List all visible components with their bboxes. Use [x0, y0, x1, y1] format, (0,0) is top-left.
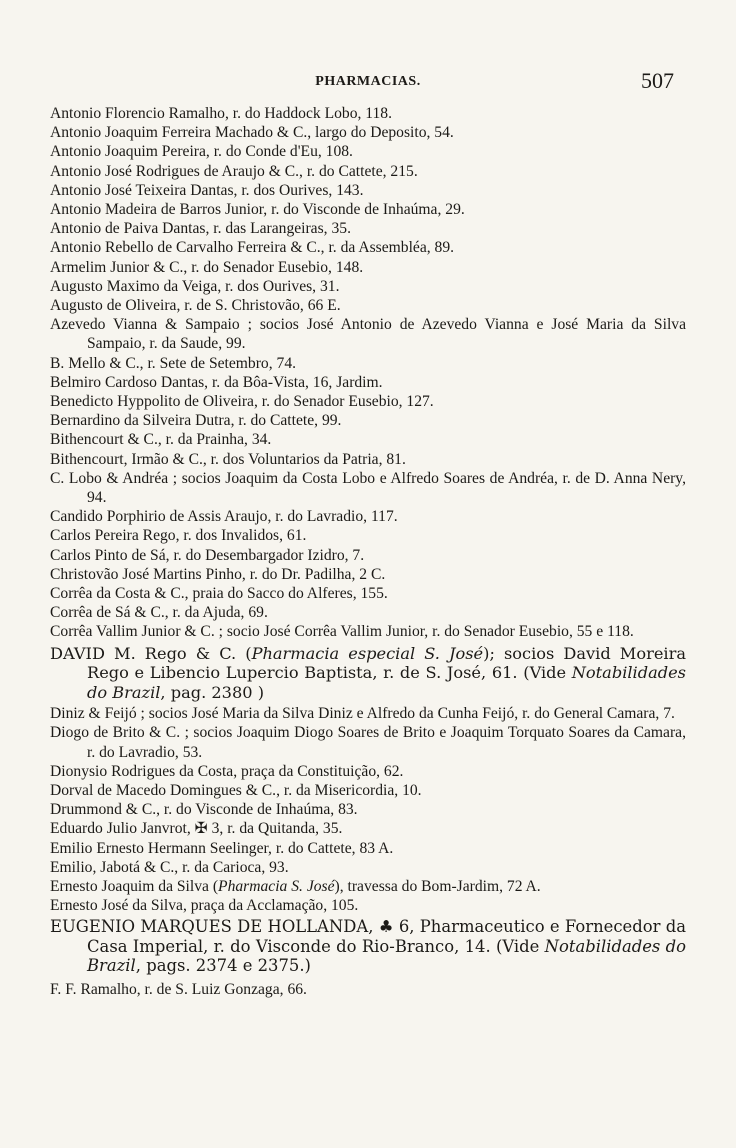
list-item: B. Mello & C., r. Sete de Setembro, 74. [50, 354, 297, 372]
entry-italic-text: Notabilidades do Brazil [87, 663, 686, 702]
page-number: 507 [641, 68, 674, 93]
entry-text: Ernesto Joaquim da Silva ( [50, 878, 219, 896]
list-item: Diniz & Feijó ; socios José Maria da Silva Diniz e Alfredo da Cunha Feijó, r. do General Camara, 7. [50, 705, 675, 723]
list-item: Carlos Pereira Rego, r. dos Invalidos, 61. [50, 527, 307, 545]
list-item: Bithencourt, Irmão & C., r. dos Voluntarios da Patria, 81. [50, 450, 406, 468]
list-item: Antonio Joaquim Ferreira Machado & C., largo do Deposito, 54. [50, 124, 454, 142]
pharmacy-list [50, 104, 686, 999]
list-item: Benedicto Hyppolito de Oliveira, r. do Senador Eusebio, 127. [50, 393, 434, 411]
list-item: Emilio, Jabotá & C., r. da Carioca, 93. [50, 858, 289, 876]
list-item: Antonio de Paiva Dantas, r. das Larangeiras, 35. [50, 220, 351, 238]
list-item: Antonio Joaquim Pereira, r. do Conde d'Eu, 108. [50, 143, 353, 161]
entry-italic-text: Notabilidades do Brazil [87, 936, 686, 976]
list-item: Augusto Maximo da Veiga, r. dos Ourives, 31. [50, 277, 340, 295]
entry-text: , pag. 2380 ) [160, 682, 265, 702]
list-item: Bithencourt & C., r. da Prainha, 34. [50, 431, 272, 449]
list-item: Belmiro Cardoso Dantas, r. da Bôa-Vista, 16, Jardim. [50, 373, 383, 391]
list-item: Bernardino da Silveira Dutra, r. do Cattete, 99. [50, 412, 342, 430]
list-item: Emilio Ernesto Hermann Seelinger, r. do Cattete, 83 A. [50, 839, 394, 857]
list-item: Antonio José Rodrigues de Araujo & C., r. do Cattete, 215. [50, 162, 418, 180]
entry-text: ), travessa do Bom-Jardim, 72 A. [334, 878, 541, 896]
list-item: F. F. Ramalho, r. de S. Luiz Gonzaga, 66. [50, 980, 307, 998]
list-item: Dorval de Macedo Domingues & C., r. da Misericordia, 10. [50, 782, 422, 799]
entry-text: DAVID M. Rego & C. ( [50, 643, 252, 663]
entry-text: EUGENIO MARQUES DE HOLLANDA, ♣ 6, Pharmaceutico e Fornecedor da Casa Imperial, r. do Visconde do Rio-Branco, 14. (Vide [50, 917, 686, 956]
entry-text: , pags. 2374 e 2375.) [135, 956, 311, 976]
list-item: Azevedo Vianna & Sampaio ; socios José Antonio de Azevedo Vianna e José Maria da Silva Sampaio, r. da Saude, 99. [50, 316, 686, 353]
featured-list-item [50, 917, 686, 976]
list-item: Antonio Rebello de Carvalho Ferreira & C., r. da Assembléa, 89. [50, 239, 455, 257]
entry-text: ); socios David Moreira Rego e Libencio Lupercio Baptista, r. de S. José, 61. (Vide [87, 643, 686, 683]
list-item: Candido Porphirio de Assis Araujo, r. do Lavradio, 117. [50, 508, 398, 526]
list-item: C. Lobo & Andréa ; socios Joaquim da Costa Lobo e Alfredo Soares de Andréa, r. de D. Anna Nery, 94. [50, 469, 686, 507]
list-item: Corrêa de Sá & C., r. da Ajuda, 69. [50, 604, 268, 622]
list-item: Diogo de Brito & C. ; socios Joaquim Diogo Soares de Brito e Joaquim Torquato Soares da Camara, r. do Lavradio, 53. [50, 724, 686, 761]
entry-italic-text: Pharmacia especial S. José [251, 643, 484, 663]
list-item: Augusto de Oliveira, r. de S. Christovão, 66 E. [50, 297, 341, 315]
list-item: Antonio Florencio Ramalho, r. do Haddock Lobo, 118. [50, 105, 393, 122]
list-item: Drummond & C., r. do Visconde de Inhaúma, 83. [50, 801, 358, 819]
list-item: Carlos Pinto de Sá, r. do Desembargador Izidro, 7. [50, 546, 365, 564]
list-item: Corrêa Vallim Junior & C. ; socio José Corrêa Vallim Junior, r. do Senador Eusebio, 55 e 118. [50, 623, 634, 641]
list-item: Dionysio Rodrigues da Costa, praça da Constituição, 62. [50, 762, 404, 780]
list-item: Antonio Madeira de Barros Junior, r. do Visconde de Inhaúma, 29. [50, 201, 465, 219]
featured-list-item [50, 644, 686, 703]
list-item: Corrêa da Costa & C., praia do Sacco do Alferes, 155. [50, 585, 388, 603]
entry-italic-text: Pharmacia S. José [218, 878, 335, 896]
list-item: Eduardo Julio Janvrot, ✠ 3, r. da Quitanda, 35. [50, 820, 343, 838]
list-item: Ernesto José da Silva, praça da Acclamação, 105. [50, 897, 359, 915]
list-item: Christovão José Martins Pinho, r. do Dr. Padilha, 2 C. [50, 565, 386, 583]
list-item: Armelim Junior & C., r. do Senador Eusebio, 148. [50, 258, 364, 276]
page-title: PHARMACIAS. [315, 74, 421, 89]
list-item [50, 877, 686, 896]
list-item: Antonio José Teixeira Dantas, r. dos Ourives, 143. [50, 181, 364, 199]
